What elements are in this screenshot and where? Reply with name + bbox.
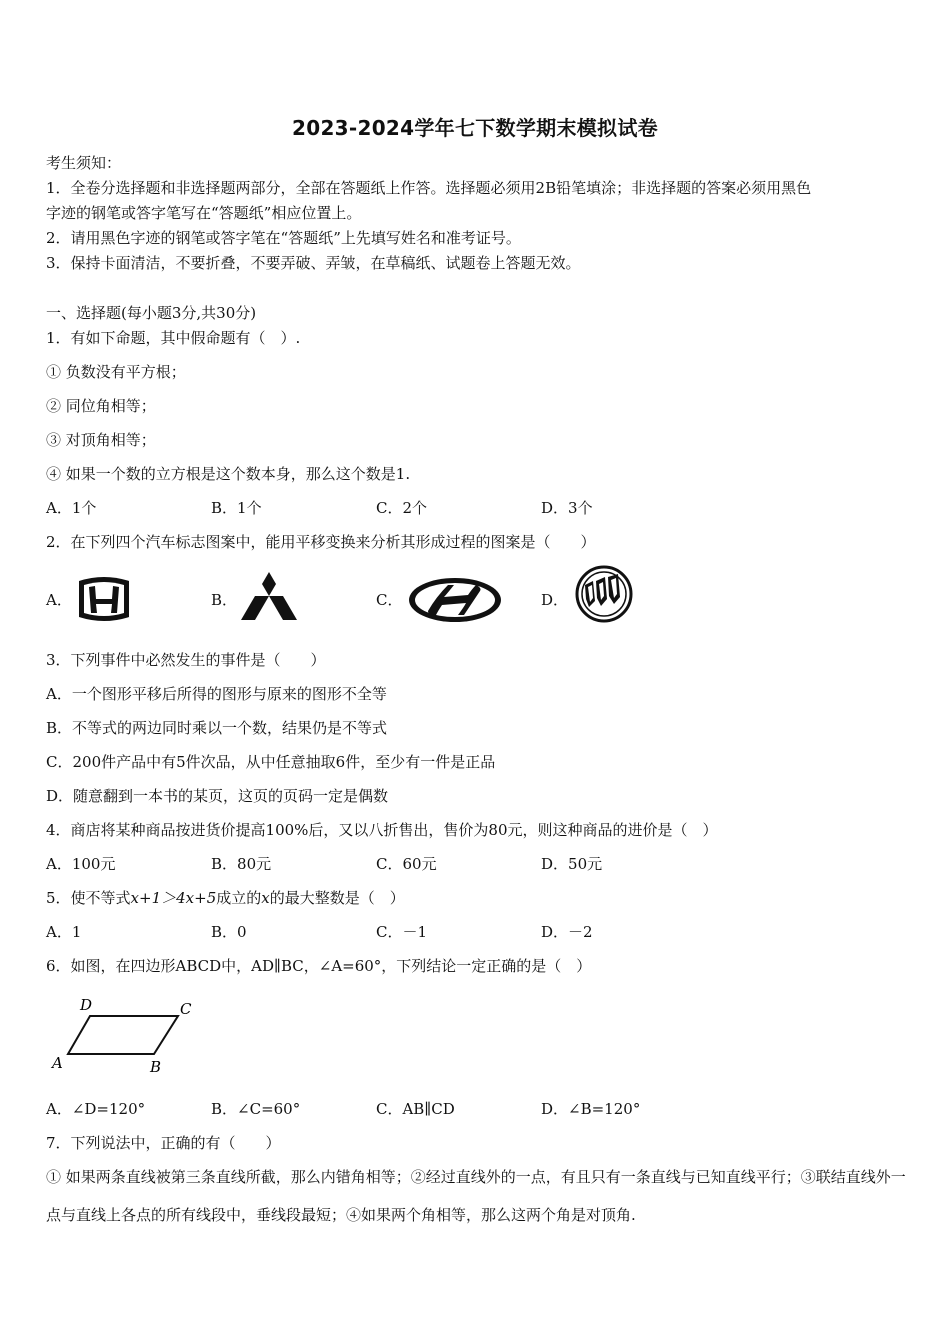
section-heading: 一、选择题(每小题3分,共30分): [46, 304, 257, 322]
question-6-option-c[interactable]: C．AB∥CD: [376, 1100, 455, 1118]
question-4-option-c[interactable]: C．60元: [376, 855, 437, 873]
notice-heading: 考生须知：: [46, 154, 122, 172]
question-5-variable: x: [261, 889, 270, 907]
buick-logo: [574, 565, 634, 623]
question-1-prop: ② 同位角相等；: [46, 397, 156, 415]
hyundai-logo: [406, 575, 504, 625]
question-1-option-b[interactable]: B．1个: [211, 499, 262, 517]
question-5-option-c[interactable]: C．－1: [376, 923, 428, 941]
question-5-stem-mid: 成立的: [216, 889, 262, 907]
question-5-option-d[interactable]: D．－2: [541, 923, 593, 941]
question-1-option-d[interactable]: D．3个: [541, 499, 593, 517]
question-2-option-a[interactable]: A．: [46, 591, 72, 609]
question-4-stem: 4．商店将某种商品按进货价提高100%后，又以八折售出，售价为80元，则这种商品的进价是（ ）: [46, 821, 718, 839]
question-5-option-a[interactable]: A．1: [46, 923, 82, 941]
notice-item: 字迹的钢笔或答字笔写在“答题纸”相应位置上。: [46, 204, 362, 222]
notice-item: 2．请用黑色字迹的钢笔或答字笔在“答题纸”上先填写姓名和准考证号。: [46, 229, 521, 247]
label-b: B: [150, 1058, 162, 1076]
mitsubishi-logo: [240, 571, 298, 623]
question-3-option-b[interactable]: B．不等式的两边同时乘以一个数，结果仍是不等式: [46, 719, 388, 737]
question-2-stem: 2．在下列四个汽车标志图案中，能用平移变换来分析其形成过程的图案是（ ）: [46, 533, 596, 551]
question-5-stem-pre: 5．使不等式: [46, 889, 131, 907]
question-1-prop: ① 负数没有平方根；: [46, 363, 186, 381]
question-3-option-d[interactable]: D．随意翻到一本书的某页，这页的页码一定是偶数: [46, 787, 389, 805]
question-4-option-d[interactable]: D．50元: [541, 855, 603, 873]
notice-item: 1．全卷分选择题和非选择题两部分，全部在答题纸上作答。选择题必须用2B铅笔填涂；非选择题的答案必须用黑色: [46, 179, 812, 197]
question-3-stem: 3．下列事件中必然发生的事件是（ ）: [46, 651, 326, 669]
question-7-stem: 7．下列说法中，正确的有（ ）: [46, 1134, 281, 1152]
question-1-option-c[interactable]: C．2个: [376, 499, 428, 517]
question-1-prop: ③ 对顶角相等；: [46, 431, 156, 449]
quadrilateral-figure: [46, 992, 206, 1078]
question-1-prop: ④ 如果一个数的立方根是这个数本身，那么这个数是1.: [46, 465, 411, 483]
label-a: A: [52, 1054, 63, 1072]
question-6-stem: 6．如图，在四边形ABCD中，AD∥BC，∠A=60°，下列结论一定正确的是（ ）: [46, 957, 592, 975]
question-3-option-a[interactable]: A．一个图形平移后所得的图形与原来的图形不全等: [46, 685, 387, 703]
honda-logo: [75, 573, 133, 625]
question-2-option-c[interactable]: C．: [376, 591, 403, 609]
notice-item: 3．保持卡面清洁，不要折叠，不要弄破、弄皱，在草稿纸、试题卷上答题无效。: [46, 254, 581, 272]
question-5-option-b[interactable]: B．0: [211, 923, 247, 941]
question-5-inequality: x+1＞4x+5: [130, 889, 217, 907]
question-4-option-b[interactable]: B．80元: [211, 855, 272, 873]
question-2-option-d[interactable]: D．: [541, 591, 569, 609]
question-5-stem-post: 的最大整数是（ ）: [269, 889, 405, 907]
question-5-stem: [46, 887, 405, 908]
question-1-option-a[interactable]: A．1个: [46, 499, 97, 517]
question-2-option-b[interactable]: B．: [211, 591, 238, 609]
question-4-option-a[interactable]: A．100元: [46, 855, 116, 873]
question-6-option-a[interactable]: A．∠D=120°: [46, 1100, 146, 1118]
page-title: 2023-2024学年七下数学期末模拟试卷: [292, 116, 658, 140]
label-c: C: [180, 1000, 192, 1018]
question-6-option-b[interactable]: B．∠C=60°: [211, 1100, 301, 1118]
question-6-option-d[interactable]: D．∠B=120°: [541, 1100, 641, 1118]
question-7-body: ① 如果两条直线被第三条直线所截，那么内错角相等；②经过直线外的一点，有且只有一条直线与已知直线平行；③联结直线外一点与直线上各点的所有线段中，垂线段最短；④如果两个角相等，那么这两个角是对顶角.: [46, 1168, 906, 1224]
question-3-option-c[interactable]: C．200件产品中有5件次品，从中任意抽取6件，至少有一件是正品: [46, 753, 496, 771]
question-1-stem: 1．有如下命题，其中假命题有（ ）.: [46, 329, 301, 347]
label-d: D: [80, 996, 93, 1014]
